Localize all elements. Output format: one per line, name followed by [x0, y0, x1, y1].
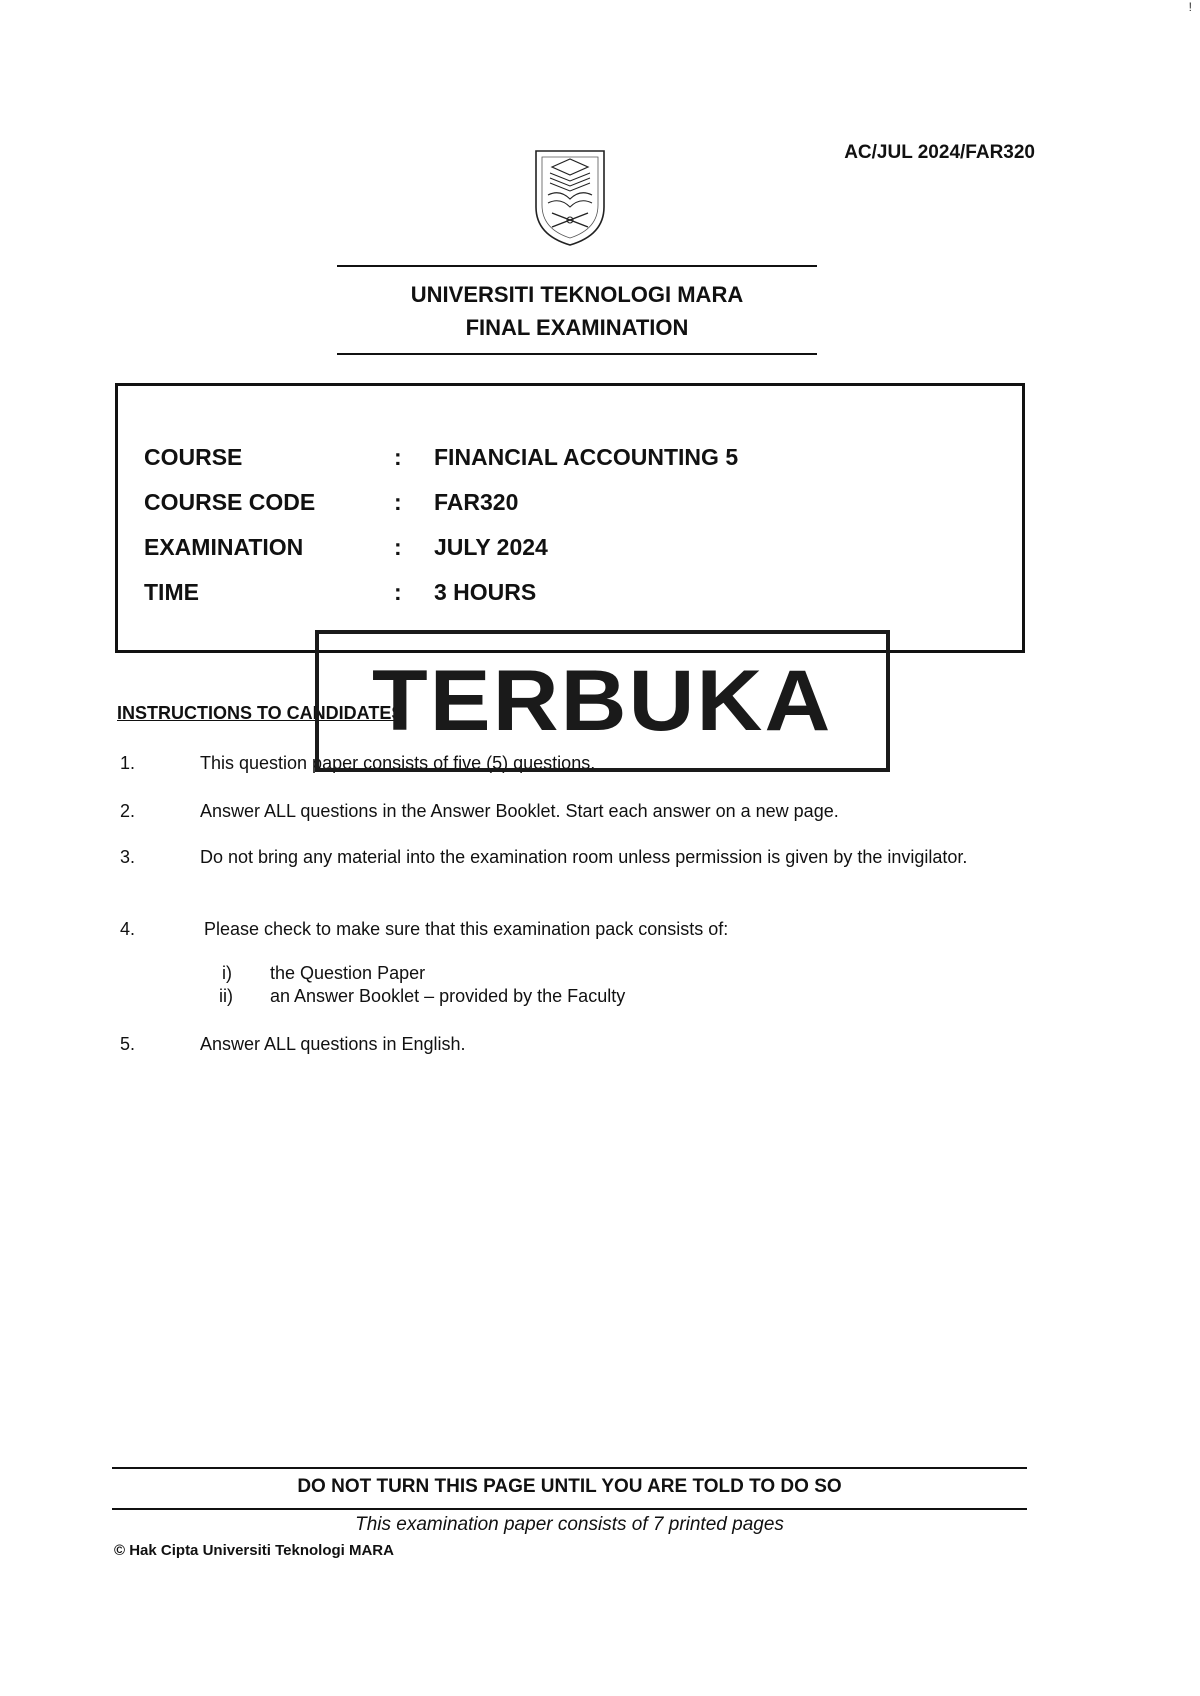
stamp-text: TERBUKA: [372, 652, 833, 749]
time-row: [144, 579, 536, 606]
colon: :: [394, 579, 402, 605]
item-number: 4.: [120, 919, 136, 939]
course-code-value: FAR320: [434, 489, 519, 515]
title-rule-bottom: [337, 353, 817, 355]
course-code-row: [144, 489, 518, 516]
item-number: 3.: [120, 847, 136, 867]
item-number: 5.: [120, 1034, 136, 1054]
terbuka-stamp: [315, 630, 890, 772]
pack-item-2: [219, 986, 625, 1007]
page-count-note: This examination paper consists of 7 printed pages: [355, 1514, 784, 1535]
pack-item-number: ii): [219, 986, 233, 1006]
pack-item-text: the Question Paper: [270, 963, 426, 983]
footer-rule-bottom: [112, 1508, 1027, 1510]
university-crest-icon: [530, 147, 610, 247]
time-value: 3 HOURS: [434, 579, 537, 605]
item-number: 1.: [120, 753, 136, 773]
corner-mark: !: [1188, 0, 1192, 14]
footer-rule-top: [112, 1467, 1027, 1469]
colon: :: [394, 489, 402, 515]
colon: :: [394, 534, 402, 560]
pack-item-1: [222, 963, 425, 984]
course-info-box: [115, 383, 1025, 653]
pack-item-text: an Answer Booklet – provided by the Faculty: [270, 986, 626, 1006]
time-label: TIME: [144, 579, 199, 605]
university-name: UNIVERSITI TEKNOLOGI MARA: [410, 282, 744, 307]
item-text: Do not bring any material into the examination room unless permission is given by the invigilator.: [200, 847, 968, 867]
exam-type: FINAL EXAMINATION: [465, 315, 689, 340]
course-row: [144, 444, 738, 471]
item-text: Answer ALL questions in English.: [200, 1034, 466, 1054]
instructions-heading: INSTRUCTIONS TO CANDIDATES: [117, 703, 404, 723]
item-text: Please check to make sure that this examination pack consists of:: [204, 919, 729, 939]
course-code-label: COURSE CODE: [144, 489, 316, 515]
colon: :: [394, 444, 402, 470]
item-text: This question paper consists of five (5) questions.: [200, 753, 596, 773]
copyright-notice: © Hak Cipta Universiti Teknologi MARA: [114, 1542, 394, 1559]
examination-value: JULY 2024: [434, 534, 548, 560]
title-rule-top: [337, 265, 817, 267]
examination-row: [144, 534, 548, 561]
examination-label: EXAMINATION: [144, 534, 304, 560]
item-text: Answer ALL questions in the Answer Booklet. Start each answer on a new page.: [200, 801, 839, 821]
reference-code: AC/JUL 2024/FAR320: [844, 142, 1035, 163]
footer-warning: DO NOT TURN THIS PAGE UNTIL YOU ARE TOLD TO DO SO: [297, 1476, 842, 1497]
pack-item-number: i): [222, 963, 232, 983]
course-label: COURSE: [144, 444, 243, 470]
course-value: FINANCIAL ACCOUNTING 5: [434, 444, 739, 470]
item-number: 2.: [120, 801, 136, 821]
title-block: [337, 278, 817, 344]
